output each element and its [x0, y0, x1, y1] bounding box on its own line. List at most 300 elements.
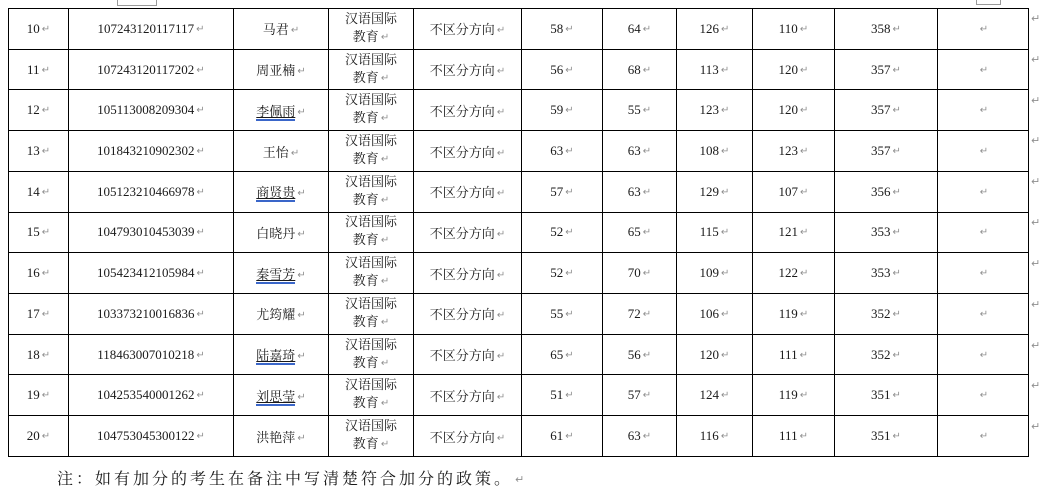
paragraph-mark-icon: ↵: [515, 473, 525, 486]
pilcrow-mark-icon: ↵: [41, 227, 51, 239]
cell-score-3: 123 ↵: [677, 90, 753, 131]
pilcrow-mark-icon: ↵: [565, 23, 574, 35]
cell-remark: [938, 375, 1029, 416]
pilcrow-mark-icon: ↵: [380, 113, 390, 125]
cell-score-4: 123 ↵: [753, 131, 835, 172]
pilcrow-mark-icon: ↵: [800, 105, 809, 117]
cell-total-score: 358 ↵: [835, 9, 938, 50]
table-row: [9, 294, 1029, 335]
pilcrow-mark-icon: ↵: [720, 64, 730, 76]
cell-total-score: 352 ↵: [835, 334, 938, 375]
cell-candidate-name: [234, 49, 329, 90]
pilcrow-mark-icon: ↵: [642, 268, 652, 280]
pilcrow-mark-icon: ↵: [565, 146, 574, 158]
cell-rank: 20 ↵: [9, 416, 69, 457]
pilcrow-mark-icon: ↵: [799, 431, 808, 443]
pilcrow-mark-icon: ↵: [565, 390, 574, 402]
pilcrow-mark-icon: ↵: [196, 146, 205, 158]
candidate-name-link[interactable]: 刘思莹: [256, 388, 296, 404]
cell-direction: 不区分方向 ↵: [414, 294, 522, 335]
cell-candidate-name: [234, 90, 329, 131]
cell-rank: 14 ↵: [9, 171, 69, 212]
cell-major: [329, 212, 414, 253]
cell-rank: 11 ↵: [9, 49, 69, 90]
pilcrow-mark-icon: ↵: [496, 391, 506, 403]
candidate-name-link[interactable]: 陆嘉琦: [256, 348, 296, 364]
pilcrow-mark-icon: ↵: [496, 351, 506, 363]
pilcrow-mark-icon: ↵: [721, 308, 730, 320]
pilcrow-mark-icon: ↵: [892, 227, 901, 239]
cell-rank: 13 ↵: [9, 131, 69, 172]
pilcrow-mark-icon: ↵: [979, 431, 989, 443]
cell-remark: [938, 49, 1029, 90]
cell-score-1: 52 ↵: [522, 212, 603, 253]
pilcrow-mark-icon: ↵: [892, 105, 901, 117]
pilcrow-mark-icon: ↵: [800, 146, 809, 158]
pilcrow-mark-icon: ↵: [41, 23, 51, 35]
pilcrow-mark-icon: ↵: [979, 390, 989, 402]
footnote-text: 注：如有加分的考生在备注中写清楚符合加分的政策。: [57, 471, 514, 488]
pilcrow-mark-icon: ↵: [380, 72, 390, 84]
pilcrow-mark-icon: ↵: [892, 23, 901, 35]
pilcrow-mark-icon: ↵: [496, 432, 506, 444]
pilcrow-mark-icon: ↵: [297, 351, 306, 363]
pilcrow-mark-icon: ↵: [892, 186, 901, 198]
candidate-name: 尤筠耀: [256, 307, 296, 323]
pilcrow-mark-icon: ↵: [496, 25, 506, 37]
cell-candidate-name: [234, 253, 329, 294]
cell-score-2: 64 ↵: [603, 9, 677, 50]
cell-score-1: 65 ↵: [522, 334, 603, 375]
pilcrow-mark-icon: ↵: [642, 308, 652, 320]
pilcrow-mark-icon: ↵: [721, 186, 730, 198]
pilcrow-mark-icon: ↵: [380, 316, 390, 328]
table-row: [9, 49, 1029, 90]
candidate-name-link[interactable]: 秦雪芳: [256, 266, 296, 282]
pilcrow-mark-icon: ↵: [196, 64, 205, 76]
major-line2: 教育 ↵: [331, 394, 411, 414]
cell-candidate-id: 107243120117202 ↵: [69, 49, 234, 90]
cell-score-4: 107 ↵: [753, 171, 835, 212]
cell-direction: 不区分方向 ↵: [414, 212, 522, 253]
cell-score-3: 116 ↵: [677, 416, 753, 457]
cell-candidate-id: 104793010453039 ↵: [69, 212, 234, 253]
pilcrow-mark-icon: ↵: [979, 268, 989, 280]
cell-candidate-id: 118463007010218 ↵: [69, 334, 234, 375]
cell-major: [329, 375, 414, 416]
cell-direction: 不区分方向 ↵: [414, 90, 522, 131]
cell-remark: [938, 90, 1029, 131]
major-line2: 教育 ↵: [331, 231, 411, 251]
cell-score-3: 124 ↵: [677, 375, 753, 416]
pilcrow-mark-icon: ↵: [799, 390, 809, 402]
cell-remark: [938, 253, 1029, 294]
cell-remark: [938, 334, 1029, 375]
cell-direction: 不区分方向 ↵: [414, 253, 522, 294]
pilcrow-mark-icon: ↵: [565, 431, 574, 443]
pilcrow-mark-icon: ↵: [41, 390, 51, 402]
pilcrow-mark-icon: ↵: [892, 268, 901, 280]
cell-total-score: 357 ↵: [835, 131, 938, 172]
pilcrow-mark-icon: ↵: [565, 227, 574, 239]
results-table-body: [9, 9, 1029, 457]
cell-major: [329, 9, 414, 50]
cell-score-2: 68 ↵: [603, 49, 677, 90]
cell-score-4: 111 ↵: [753, 334, 835, 375]
cell-score-2: 63 ↵: [603, 416, 677, 457]
major-line1: 汉语国际: [344, 173, 397, 189]
row-end-pilcrow-icon: ↵: [1031, 12, 1041, 25]
cell-score-2: 65 ↵: [603, 212, 677, 253]
pilcrow-mark-icon: ↵: [565, 105, 574, 117]
pilcrow-mark-icon: ↵: [979, 64, 989, 76]
pilcrow-mark-icon: ↵: [196, 227, 205, 239]
major-line2: 教育 ↵: [331, 272, 411, 292]
cell-candidate-name: [234, 416, 329, 457]
cell-score-4: 122 ↵: [753, 253, 835, 294]
row-end-pilcrow-icon: ↵: [1031, 134, 1041, 148]
pilcrow-mark-icon: ↵: [380, 398, 390, 410]
row-end-pilcrow-icon: ↵: [1031, 297, 1041, 311]
cell-score-3: 126 ↵: [677, 9, 753, 50]
cell-total-score: 356 ↵: [835, 171, 938, 212]
cell-candidate-name: [234, 9, 329, 50]
pilcrow-mark-icon: ↵: [380, 276, 390, 288]
major-line1: 汉语国际: [344, 336, 397, 352]
pilcrow-mark-icon: ↵: [800, 186, 809, 198]
pilcrow-mark-icon: ↵: [642, 227, 652, 239]
candidate-name: 马君: [262, 22, 289, 38]
pilcrow-mark-icon: ↵: [979, 227, 989, 239]
pilcrow-mark-icon: ↵: [380, 194, 390, 206]
pilcrow-mark-icon: ↵: [642, 390, 652, 402]
cell-major: [329, 334, 414, 375]
cell-score-4: 110 ↵: [753, 9, 835, 50]
cell-candidate-id: 105123210466978 ↵: [69, 171, 234, 212]
cell-score-1: 63 ↵: [522, 131, 603, 172]
cell-candidate-name: [234, 171, 329, 212]
pilcrow-mark-icon: ↵: [799, 23, 809, 35]
pilcrow-mark-icon: ↵: [496, 310, 506, 322]
pilcrow-mark-icon: ↵: [196, 105, 205, 117]
major-line1: 汉语国际: [344, 51, 397, 67]
footnote: [57, 466, 524, 489]
cell-candidate-id: 104253540001262 ↵: [69, 375, 234, 416]
cell-total-score: 351 ↵: [835, 416, 938, 457]
pilcrow-mark-icon: ↵: [380, 31, 390, 43]
cell-total-score: 351 ↵: [835, 375, 938, 416]
major-line1: 汉语国际: [344, 255, 397, 271]
pilcrow-mark-icon: ↵: [642, 186, 652, 198]
cell-score-2: 70 ↵: [603, 253, 677, 294]
pilcrow-mark-icon: ↵: [290, 147, 300, 159]
pilcrow-mark-icon: ↵: [721, 146, 730, 158]
row-end-pilcrow-icon: ↵: [1031, 216, 1041, 230]
pilcrow-mark-icon: ↵: [290, 25, 300, 37]
pilcrow-mark-icon: ↵: [196, 349, 205, 361]
pilcrow-mark-icon: ↵: [41, 105, 51, 117]
cell-direction: 不区分方向 ↵: [414, 9, 522, 50]
pilcrow-mark-icon: ↵: [41, 146, 51, 158]
pilcrow-mark-icon: ↵: [297, 188, 306, 200]
pilcrow-mark-icon: ↵: [565, 186, 574, 198]
cell-rank: 18 ↵: [9, 334, 69, 375]
pilcrow-mark-icon: ↵: [496, 147, 506, 159]
cell-score-1: 55 ↵: [522, 294, 603, 335]
cell-direction: 不区分方向 ↵: [414, 49, 522, 90]
table-row: [9, 212, 1029, 253]
pilcrow-mark-icon: ↵: [496, 188, 506, 200]
cell-score-1: 57 ↵: [522, 171, 603, 212]
pilcrow-mark-icon: ↵: [196, 431, 205, 443]
table-row: [9, 9, 1029, 50]
pilcrow-mark-icon: ↵: [196, 23, 205, 35]
row-end-pilcrow-icon: ↵: [1031, 420, 1041, 434]
major-line2: 教育 ↵: [331, 435, 411, 455]
cell-total-score: 352 ↵: [835, 294, 938, 335]
pilcrow-mark-icon: ↵: [799, 308, 809, 320]
cell-candidate-name: [234, 334, 329, 375]
cell-score-4: 119 ↵: [753, 294, 835, 335]
cell-remark: [938, 131, 1029, 172]
cell-score-1: 52 ↵: [522, 253, 603, 294]
candidate-name: 周亚楠: [256, 63, 296, 79]
pilcrow-mark-icon: ↵: [565, 268, 574, 280]
pilcrow-mark-icon: ↵: [892, 308, 901, 320]
major-line1: 汉语国际: [344, 295, 397, 311]
score-table: [8, 8, 1029, 457]
pilcrow-mark-icon: ↵: [496, 228, 506, 240]
major-line2: 教育 ↵: [331, 313, 411, 333]
cell-score-4: 121 ↵: [753, 212, 835, 253]
cell-major: [329, 49, 414, 90]
cell-major: [329, 416, 414, 457]
pilcrow-mark-icon: ↵: [979, 308, 989, 320]
pilcrow-mark-icon: ↵: [720, 227, 730, 239]
pilcrow-mark-icon: ↵: [892, 349, 901, 361]
cell-score-2: 56 ↵: [603, 334, 677, 375]
pilcrow-mark-icon: ↵: [720, 431, 730, 443]
table-row: [9, 375, 1029, 416]
pilcrow-mark-icon: ↵: [380, 154, 390, 166]
cell-remark: [938, 294, 1029, 335]
cell-rank: 16 ↵: [9, 253, 69, 294]
cell-direction: 不区分方向 ↵: [414, 416, 522, 457]
pilcrow-mark-icon: ↵: [41, 308, 51, 320]
cell-major: [329, 253, 414, 294]
pilcrow-mark-icon: ↵: [642, 146, 652, 158]
cell-direction: 不区分方向 ↵: [414, 375, 522, 416]
cell-candidate-name: [234, 294, 329, 335]
partial-ui-fragment-left: [117, 0, 157, 6]
cell-score-4: 120 ↵: [753, 49, 835, 90]
cell-score-1: 61 ↵: [522, 416, 603, 457]
candidate-name-link[interactable]: 商贤贵: [256, 185, 296, 201]
pilcrow-mark-icon: ↵: [642, 105, 652, 117]
cell-score-3: 129 ↵: [677, 171, 753, 212]
cell-remark: [938, 212, 1029, 253]
major-line1: 汉语国际: [344, 92, 397, 108]
pilcrow-mark-icon: ↵: [297, 432, 306, 444]
pilcrow-mark-icon: ↵: [196, 390, 205, 402]
cell-score-3: 109 ↵: [677, 253, 753, 294]
cell-rank: 15 ↵: [9, 212, 69, 253]
pilcrow-mark-icon: ↵: [979, 349, 989, 361]
cell-score-2: 55 ↵: [603, 90, 677, 131]
pilcrow-mark-icon: ↵: [979, 23, 989, 35]
cell-major: [329, 294, 414, 335]
cell-score-1: 59 ↵: [522, 90, 603, 131]
pilcrow-mark-icon: ↵: [721, 268, 730, 280]
pilcrow-mark-icon: ↵: [380, 235, 390, 247]
pilcrow-mark-icon: ↵: [41, 431, 51, 443]
cell-total-score: 353 ↵: [835, 253, 938, 294]
pilcrow-mark-icon: ↵: [892, 431, 901, 443]
row-end-pilcrow-icon: ↵: [1031, 93, 1041, 107]
pilcrow-mark-icon: ↵: [297, 310, 306, 322]
cell-total-score: 357 ↵: [835, 90, 938, 131]
candidate-name: 洪艳萍: [256, 429, 296, 445]
cell-score-4: 120 ↵: [753, 90, 835, 131]
row-end-pilcrow-icon: ↵: [1031, 379, 1041, 393]
major-line1: 汉语国际: [344, 133, 397, 149]
pilcrow-mark-icon: ↵: [979, 105, 989, 117]
table-row: [9, 171, 1029, 212]
pilcrow-mark-icon: ↵: [721, 349, 730, 361]
pilcrow-mark-icon: ↵: [800, 64, 809, 76]
pilcrow-mark-icon: ↵: [721, 23, 730, 35]
pilcrow-mark-icon: ↵: [721, 390, 730, 402]
cell-candidate-name: [234, 212, 329, 253]
pilcrow-mark-icon: ↵: [892, 64, 901, 76]
pilcrow-mark-icon: ↵: [380, 439, 390, 451]
major-line1: 汉语国际: [344, 214, 397, 230]
pilcrow-mark-icon: ↵: [642, 64, 652, 76]
major-line1: 汉语国际: [344, 377, 397, 393]
cell-rank: 10 ↵: [9, 9, 69, 50]
cell-rank: 17 ↵: [9, 294, 69, 335]
pilcrow-mark-icon: ↵: [800, 268, 809, 280]
major-line1: 汉语国际: [344, 418, 397, 434]
pilcrow-mark-icon: ↵: [642, 349, 652, 361]
row-end-pilcrow-icon: ↵: [1031, 175, 1041, 189]
pilcrow-mark-icon: ↵: [380, 357, 390, 369]
cell-score-3: 106 ↵: [677, 294, 753, 335]
cell-score-2: 57 ↵: [603, 375, 677, 416]
partial-ui-fragment-right: [976, 0, 1001, 5]
pilcrow-mark-icon: ↵: [297, 269, 306, 281]
pilcrow-mark-icon: ↵: [196, 268, 205, 280]
cell-remark: [938, 416, 1029, 457]
major-line2: 教育 ↵: [331, 109, 411, 129]
cell-remark: [938, 9, 1029, 50]
cell-candidate-id: 107243120117117 ↵: [69, 9, 234, 50]
pilcrow-mark-icon: ↵: [41, 349, 51, 361]
pilcrow-mark-icon: ↵: [41, 64, 50, 76]
row-end-pilcrow-icon: ↵: [1031, 338, 1041, 352]
candidate-name: 白晓丹: [256, 225, 296, 241]
major-line1: 汉语国际: [344, 10, 397, 26]
table-row: [9, 416, 1029, 457]
pilcrow-mark-icon: ↵: [565, 64, 574, 76]
cell-total-score: 353 ↵: [835, 212, 938, 253]
pilcrow-mark-icon: ↵: [721, 105, 730, 117]
cell-candidate-id: 101843210902302 ↵: [69, 131, 234, 172]
cell-rank: 12 ↵: [9, 90, 69, 131]
major-line2: 教育 ↵: [331, 150, 411, 170]
candidate-name-link[interactable]: 李佩雨: [256, 103, 296, 119]
cell-score-3: 113 ↵: [677, 49, 753, 90]
cell-score-1: 56 ↵: [522, 49, 603, 90]
pilcrow-mark-icon: ↵: [565, 308, 574, 320]
cell-direction: 不区分方向 ↵: [414, 334, 522, 375]
cell-score-1: 51 ↵: [522, 375, 603, 416]
pilcrow-mark-icon: ↵: [892, 390, 901, 402]
pilcrow-mark-icon: ↵: [496, 269, 506, 281]
cell-score-4: 119 ↵: [753, 375, 835, 416]
pilcrow-mark-icon: ↵: [496, 66, 506, 78]
cell-candidate-id: 105423412105984 ↵: [69, 253, 234, 294]
cell-direction: 不区分方向 ↵: [414, 131, 522, 172]
table-row: [9, 90, 1029, 131]
cell-remark: [938, 171, 1029, 212]
pilcrow-mark-icon: ↵: [565, 349, 574, 361]
cell-total-score: 357 ↵: [835, 49, 938, 90]
cell-candidate-id: 103373210016836 ↵: [69, 294, 234, 335]
pilcrow-mark-icon: ↵: [41, 268, 51, 280]
pilcrow-mark-icon: ↵: [979, 186, 989, 198]
pilcrow-mark-icon: ↵: [800, 227, 809, 239]
pilcrow-mark-icon: ↵: [297, 391, 306, 403]
pilcrow-mark-icon: ↵: [297, 228, 306, 240]
pilcrow-mark-icon: ↵: [799, 349, 808, 361]
cell-score-3: 120 ↵: [677, 334, 753, 375]
cell-score-2: 63 ↵: [603, 171, 677, 212]
cell-major: [329, 171, 414, 212]
row-end-pilcrow-icon: ↵: [1031, 256, 1041, 270]
major-line2: 教育 ↵: [331, 191, 411, 211]
cell-major: [329, 131, 414, 172]
cell-score-3: 108 ↵: [677, 131, 753, 172]
cell-score-1: 58 ↵: [522, 9, 603, 50]
pilcrow-mark-icon: ↵: [496, 106, 506, 118]
pilcrow-mark-icon: ↵: [642, 431, 652, 443]
cell-major: [329, 90, 414, 131]
cell-score-2: 72 ↵: [603, 294, 677, 335]
cell-score-3: 115 ↵: [677, 212, 753, 253]
cell-candidate-id: 104753045300122 ↵: [69, 416, 234, 457]
cell-candidate-id: 105113008209304 ↵: [69, 90, 234, 131]
cell-score-2: 63 ↵: [603, 131, 677, 172]
pilcrow-mark-icon: ↵: [979, 146, 989, 158]
candidate-name: 王怡: [262, 144, 289, 160]
pilcrow-mark-icon: ↵: [297, 106, 306, 118]
major-line2: 教育 ↵: [331, 28, 411, 48]
cell-rank: 19 ↵: [9, 375, 69, 416]
pilcrow-mark-icon: ↵: [196, 186, 205, 198]
cell-candidate-name: [234, 375, 329, 416]
row-end-pilcrow-icon: ↵: [1031, 52, 1041, 66]
pilcrow-mark-icon: ↵: [41, 186, 51, 198]
pilcrow-mark-icon: ↵: [297, 66, 306, 78]
major-line2: 教育 ↵: [331, 69, 411, 89]
pilcrow-mark-icon: ↵: [892, 146, 901, 158]
table-row: [9, 131, 1029, 172]
major-line2: 教育 ↵: [331, 354, 411, 374]
pilcrow-mark-icon: ↵: [196, 308, 205, 320]
cell-score-4: 111 ↵: [753, 416, 835, 457]
cell-direction: 不区分方向 ↵: [414, 171, 522, 212]
